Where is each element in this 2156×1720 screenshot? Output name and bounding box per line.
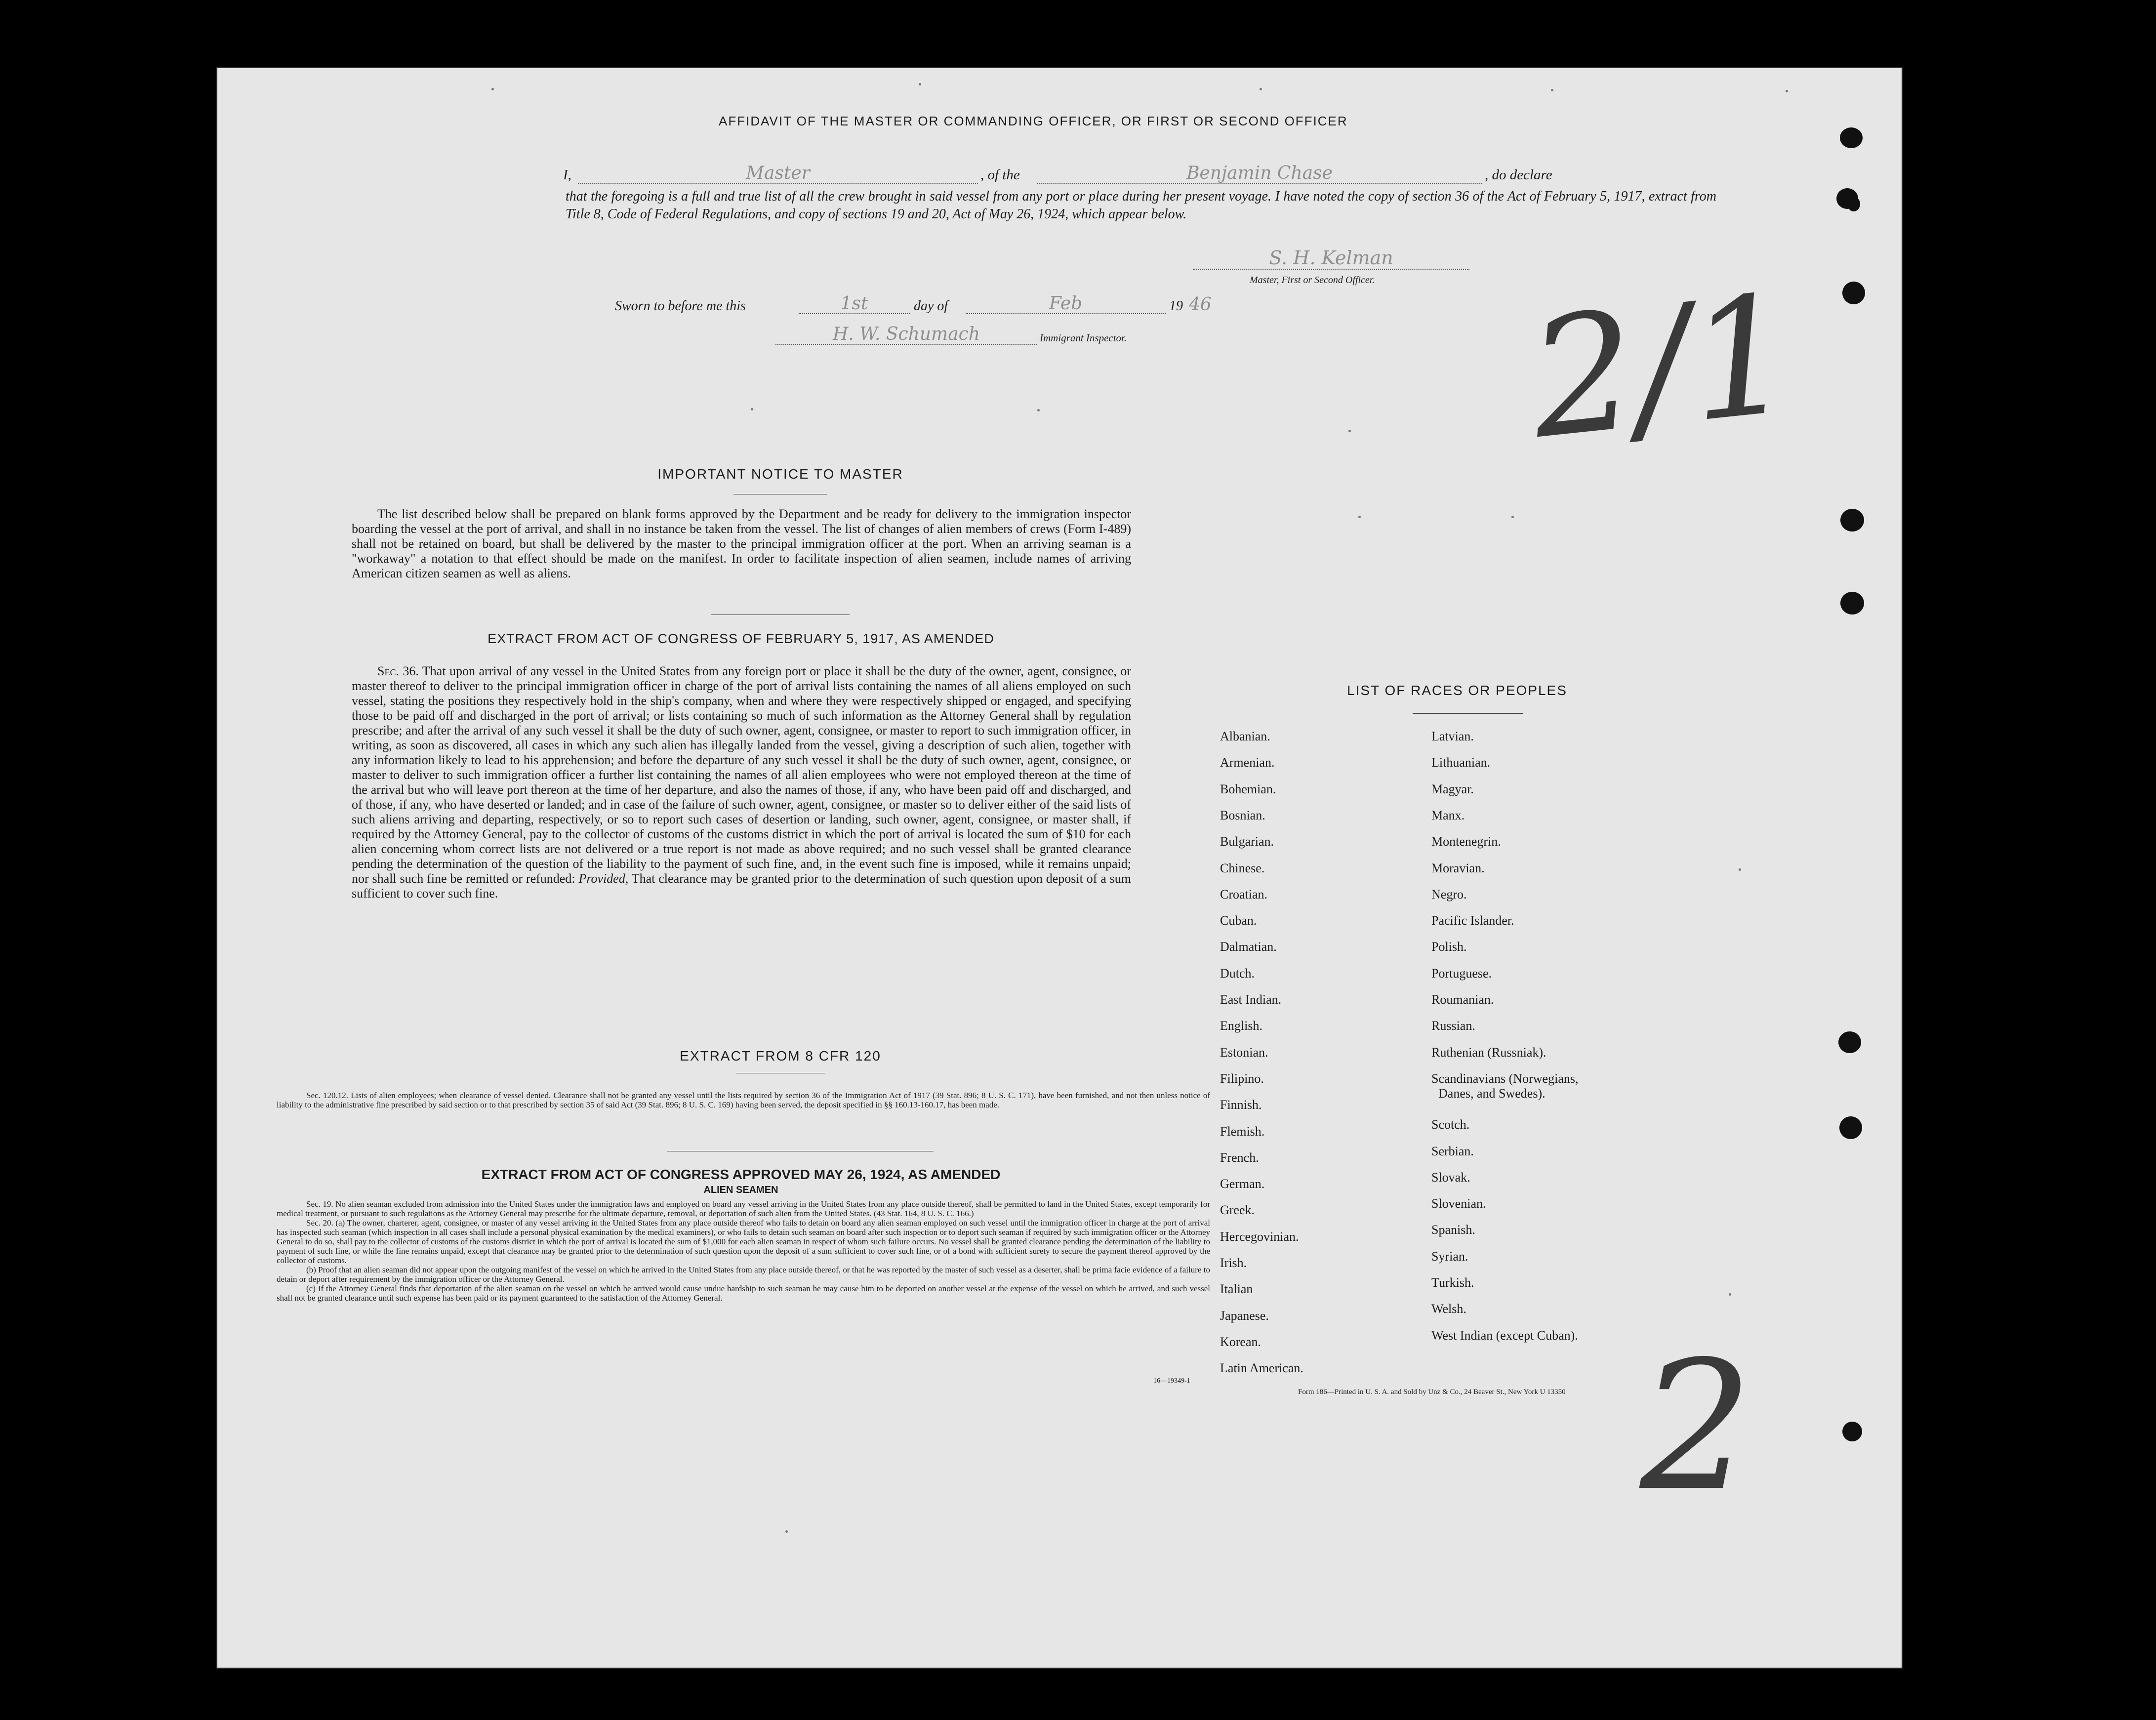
section-divider-1	[711, 614, 850, 615]
inspector-signature-handwritten: H. W. Schumach	[775, 324, 1037, 345]
race-item: Flemish.	[1220, 1124, 1265, 1139]
binder-hole	[1840, 509, 1864, 532]
sworn-year-handwritten: 46	[1189, 294, 1212, 315]
race-item: Bohemian.	[1220, 781, 1276, 796]
of-the-label: , of the	[980, 167, 1020, 183]
race-item: Lithuanian.	[1431, 755, 1491, 770]
race-item: Negro.	[1431, 887, 1467, 901]
extract-1924-subtitle: ALIEN SEAMEN	[703, 1185, 778, 1195]
sec19-text: Sec. 19. No alien seaman excluded from admission into the United States under the immigration laws and employed on board any vessel arriving in the United States from any place outside thereof, shall be permitted to land in the United States, except temporarily for medical treatment, or pursuant to such regulations as the Attorney General may prescribe for the ultimate departure, removal, or deportation of such alien from the United States. (43 Stat. 164, 8 U. S. C. 166.)	[277, 1199, 1210, 1218]
race-item: Dalmatian.	[1220, 940, 1277, 954]
race-item: East Indian.	[1220, 992, 1282, 1007]
race-item: Albanian.	[1220, 729, 1270, 743]
race-item: Chinese.	[1220, 860, 1265, 875]
race-item: Slovenian.	[1431, 1196, 1486, 1211]
race-item: Dutch.	[1220, 966, 1255, 981]
race-item: Latin American.	[1220, 1361, 1303, 1376]
race-item: Bosnian.	[1220, 808, 1265, 822]
race-item: Finnish.	[1220, 1098, 1262, 1112]
binder-hole	[1838, 1031, 1861, 1053]
race-item: English.	[1220, 1019, 1262, 1033]
extract-1917-body	[352, 664, 1131, 901]
notice-title: IMPORTANT NOTICE TO MASTER	[657, 466, 903, 482]
extract-1924-title: EXTRACT FROM ACT OF CONGRESS APPROVED MAY 26, 1924, AS AMENDED	[481, 1167, 1001, 1182]
race-item: Bulgarian.	[1220, 834, 1274, 849]
race-item: Syrian.	[1431, 1249, 1468, 1264]
binder-hole	[1840, 127, 1863, 148]
extract-cfr-title: EXTRACT FROM 8 CFR 120	[680, 1048, 881, 1064]
race-item: Moravian.	[1431, 860, 1485, 875]
races-title: LIST OF RACES OR PEOPLES	[1347, 683, 1567, 698]
sworn-prefix: Sworn to before me this	[615, 298, 746, 314]
vessel-name-handwritten: Benjamin Chase	[1037, 163, 1482, 184]
race-item: Manx.	[1431, 808, 1465, 822]
sec20c-text: (c) If the Attorney General finds that deportation of the alien seaman on the vessel on which he arrived would cause undue hardship to such seaman he may cause him to be deported on another vessel at the expense of the vessel on which he arrived, and such vessel shall not be granted clearance until such expense has been paid or its payment guaranteed to the satisfaction of the Attorney General.	[277, 1284, 1210, 1303]
race-item: Scandinavians (Norwegians,	[1431, 1071, 1579, 1086]
proviso-label: Provided,	[578, 871, 629, 886]
race-item: Estonian.	[1220, 1045, 1268, 1060]
affidavit-title: AFFIDAVIT OF THE MASTER OR COMMANDING OFFICER, OR FIRST OR SECOND OFFICER	[719, 114, 1348, 128]
master-signature-caption: Master, First or Second Officer.	[1250, 275, 1375, 286]
inspector-caption: Immigrant Inspector.	[1040, 332, 1127, 344]
race-item: Roumanian.	[1431, 992, 1494, 1007]
race-item: Pacific Islander.	[1431, 913, 1514, 928]
race-item: Croatian.	[1220, 887, 1268, 901]
form-printer-line: Form 186—Printed in U. S. A. and Sold by Unz & Co., 24 Beaver St., New York U 13350	[1298, 1388, 1566, 1396]
proviso-text: That clearance may be granted prior to the determination of such question upon deposit of a sum sufficient to cover such fine.	[352, 871, 1132, 901]
race-item: Cuban.	[1220, 913, 1257, 928]
notice-body: The list described below shall be prepared on blank forms approved by the Department and be ready for delivery to the immigration inspector boarding the vessel at the port of arrival, and shall in no instance be taken from the vessel. The list of changes of alien members of crews (Form I-489) shall not be retained on board, but shall be delivered by the master to the principal immigration officer at the port. When an arriving seaman is a "workaway" a notation to that effect should be made on the manifest. In order to facilitate inspection of alien seamen, include names of arriving American citizen seamen as well as aliens.	[352, 507, 1131, 580]
race-item: Polish.	[1431, 940, 1467, 954]
sworn-year-prefix: 19	[1169, 298, 1183, 314]
declarant-name-handwritten: Master	[578, 163, 978, 184]
binder-hole	[1842, 282, 1865, 304]
affidavit-body: that the foregoing is a full and true list of all the crew brought in said vessel from any port or place during her present voyage. I have noted the copy of section 36 of the Act of February 5, 1917, extract from Title 8, Code of Federal Regulations, and copy of sections 19 and 20, Act of May 26, 1924, which appear below.	[566, 189, 1716, 222]
race-item: Portuguese.	[1431, 966, 1492, 981]
race-item: Danes, and Swedes).	[1438, 1086, 1546, 1101]
sec36-text: That upon arrival of any vessel in the United States from any foreign port or place it shall be the duty of the owner, agent, consignee, or master thereof to deliver to the principal immigration officer in charge of the port of arrival lists containing the names of all aliens employed on such vessel, stating the positions they respectively hold in the ship's company, when and where they were respectively shipped or engaged, and specifying those to be paid off and discharged in the port of arrival; or lists containing so much of such information as the Attorney General shall by regulation prescribe; and after the arrival of any such vessel it shall be the duty of such owner, agent, consignee, or master to report to such immigration officer, in writing, as soon as discovered, all cases in which any such alien has illegally landed from the vessel, giving a description of such alien, together with any information likely to lead to his apprehension; and before the departure of any such vessel it shall be the duty of such owner, agent, consignee, or master to deliver to such immigration officer a further list containing the names of all alien employees who were not employed thereon at the time of the arrival but who will leave port thereon at the time of her departure, and also the names of those, if any, who have been paid off and discharged, and of those, if any, who have deserted or landed; and in case of the failure of such owner, agent, consignee, or master so to deliver either of the said lists of such aliens arriving and departing, respectively, or so to report such cases of desertion or landing, such owner, agent, consignee, or master shall, if required by the Attorney General, pay to the collector of customs of the customs district in which the port of arrival is located the sum of $10 for each alien concerning whom correct lists are not delivered or a true report is not made as above required; and no such vessel shall be granted clearance pending the determination of the question of the liability to the payment of such fine, and, in the event such fine is imposed, while it remains unpaid; nor shall such fine be remitted or refunded:	[352, 664, 1132, 886]
race-item: Spanish.	[1431, 1223, 1475, 1237]
race-item: German.	[1220, 1177, 1265, 1191]
race-item: Scotch.	[1431, 1117, 1470, 1132]
race-item: Ruthenian (Russniak).	[1431, 1045, 1546, 1060]
affidavit-declaration-line	[563, 163, 1763, 187]
sworn-line	[615, 293, 1356, 318]
race-item: West Indian (except Cuban).	[1431, 1328, 1578, 1343]
binder-hole	[1842, 1422, 1862, 1441]
binder-hole	[1839, 1116, 1862, 1139]
race-item: Japanese.	[1220, 1308, 1269, 1323]
race-item: French.	[1220, 1150, 1259, 1165]
handwritten-number-top: 2/1	[1522, 259, 1803, 475]
declarant-prefix: I,	[563, 167, 571, 183]
declare-suffix: , do declare	[1485, 167, 1552, 183]
sworn-month-handwritten: Feb	[966, 293, 1166, 314]
sec36-label: Sec. 36.	[377, 664, 419, 678]
race-item: Latvian.	[1431, 729, 1474, 743]
races-divider	[1413, 713, 1523, 714]
extract-1924-body	[277, 1199, 1210, 1303]
race-item: Magyar.	[1431, 781, 1474, 796]
race-item: Welsh.	[1431, 1302, 1466, 1316]
race-item: Turkish.	[1431, 1275, 1474, 1290]
form-code-left: 16—19349-1	[1153, 1377, 1190, 1385]
race-item: Montenegrin.	[1431, 834, 1501, 849]
sworn-day-of: day of	[914, 298, 948, 314]
race-item: Greek.	[1220, 1203, 1255, 1218]
race-item: Slovak.	[1431, 1170, 1470, 1185]
race-item: Italian	[1220, 1282, 1253, 1297]
sec20b-text: (b) Proof that an alien seaman did not appear upon the outgoing manifest of the vessel on which he arrived in the United States from any place outside thereof, or that he was reported by the master of such vessel as a deserter, shall be prima facie evidence of a failure to detain or deport after requirement by the immigration officer or the Attorney General.	[277, 1265, 1210, 1284]
binder-hole	[1840, 592, 1864, 614]
sec20a-text: Sec. 20. (a) The owner, charterer, agent, consignee, or master of any vessel arriving in the United States from any place outside thereof who fails to detain on board any alien seaman employed on such vessel until the immigration officer in charge at the port of arrival has inspected such seaman (which inspection in all cases shall include a personal physical examination by the medical examiners), or who fails to detain such seaman on board after such inspection or to deport such seaman if required by such immigration officer or the Attorney General to do so, shall pay to the collector of customs of the customs district in which the port of arrival is located the sum of $1,000 for each alien seaman in respect of whom such failure occurs. No vessel shall be granted clearance pending the determination of the liability to payment of such fine, or while the fine remains unpaid, except that clearance may be granted prior to the determination of such question upon the deposit of a sum sufficient to cover such fine, or of a bond with sufficient surety to secure the payment thereof approved by the collector of customs.	[277, 1218, 1210, 1265]
binder-hole	[1847, 197, 1860, 211]
race-item: Armenian.	[1220, 755, 1275, 770]
race-item: Serbian.	[1431, 1144, 1474, 1158]
race-item: Hercegovinian.	[1220, 1229, 1299, 1244]
race-item: Irish.	[1220, 1256, 1247, 1270]
extract-1917-title: EXTRACT FROM ACT OF CONGRESS OF FEBRUARY 5, 1917, AS AMENDED	[488, 631, 994, 646]
document-page	[217, 68, 1902, 1668]
extract-cfr-body: Sec. 120.12. Lists of alien employees; when clearance of vessel denied. Clearance shall not be granted any vessel until the lists required by section 36 of the Immigration Act of 1917 (39 Stat. 896; 8 U. S. C. 171), have been furnished, and not then unless notice of liability to the administrative fine prescribed by said section or to that prescribed by section 35 of said Act (39 Stat. 896; 8 U. S. C. 169) having been served, the deposit specified in §§ 160.13-160.17, has been made.	[277, 1091, 1210, 1109]
race-item: Russian.	[1431, 1019, 1475, 1033]
handwritten-number-bottom: 2	[1640, 1323, 1753, 1530]
race-item: Korean.	[1220, 1334, 1261, 1349]
master-signature-handwritten: S. H. Kelman	[1193, 247, 1469, 270]
race-item: Filipino.	[1220, 1071, 1264, 1086]
sworn-day-handwritten: 1st	[799, 293, 910, 314]
